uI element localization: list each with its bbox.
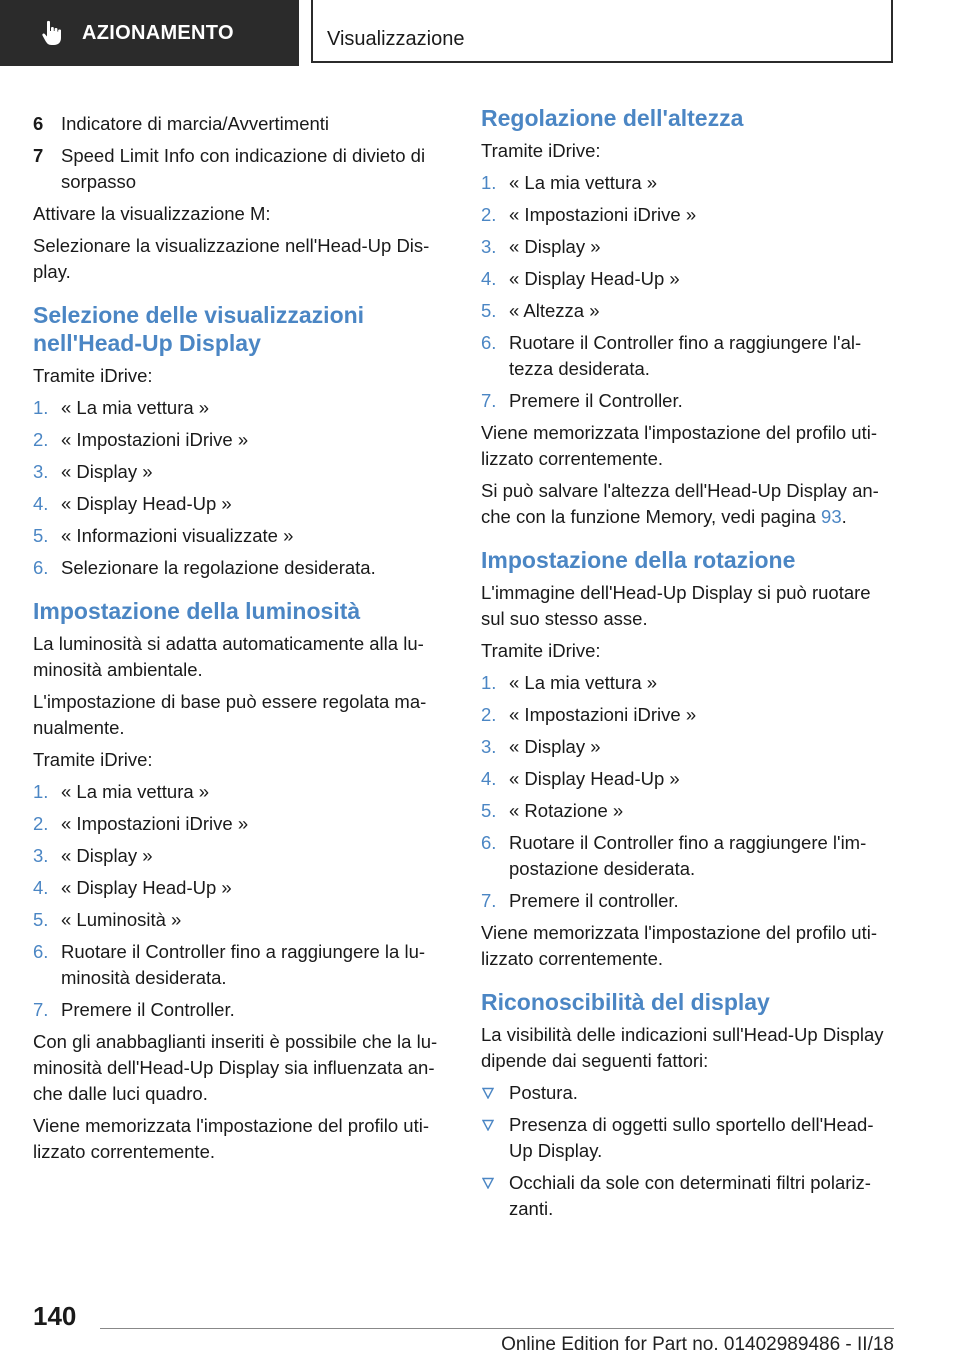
step-text: « Display Head-Up »: [61, 493, 232, 514]
step-number: 5.: [33, 909, 49, 930]
step-number: 4.: [481, 268, 497, 289]
step-text: « Impostazioni iDrive »: [61, 813, 249, 834]
step-text: Ruotare il Controller fino a raggiungere l'im-postazione desiderata.: [509, 832, 867, 879]
visibility-factors: [481, 1080, 891, 1222]
step-number: 1.: [33, 781, 49, 802]
brightness-auto-text: La luminosità si adatta automaticamente alla lu-minosità ambientale.: [33, 633, 424, 680]
step-text: Ruotare il Controller fino a raggiungere l'al-tezza desiderata.: [509, 332, 862, 379]
list-item: [481, 670, 891, 696]
list-item: [481, 888, 891, 914]
list-item: [33, 997, 443, 1023]
list-item: [33, 523, 443, 549]
list-item: [33, 555, 443, 581]
triangle-bullet-icon: [482, 1119, 494, 1131]
list-item: [481, 1170, 891, 1222]
step-text: Premere il Controller.: [509, 390, 683, 411]
memory-note: [481, 478, 891, 530]
list-item: [481, 798, 891, 824]
step-text: « Rotazione »: [509, 800, 624, 821]
step-number: 2.: [33, 429, 49, 450]
chapter-tab: [0, 0, 299, 66]
footer-divider: [100, 1328, 894, 1329]
step-number: 1.: [33, 397, 49, 418]
heading-height: Regolazione dell'altezza: [481, 105, 744, 131]
list-item: [481, 702, 891, 728]
step-number: 4.: [481, 768, 497, 789]
heading-rotation: Impostazione della rotazione: [481, 547, 796, 573]
step-text: « Display Head-Up »: [509, 268, 680, 289]
list-item: [481, 1112, 891, 1164]
list-item: [481, 202, 891, 228]
step-number: 6.: [481, 332, 497, 353]
section-title: Visualizzazione: [327, 28, 465, 50]
profile-note: Viene memorizzata l'impostazione del profilo uti-lizzato correntemente.: [33, 1115, 429, 1162]
step-text: Premere il controller.: [509, 890, 679, 911]
hand-pointer-icon: [38, 18, 68, 48]
legend-item-6: [33, 111, 443, 137]
intro-text: Tramite iDrive:: [33, 365, 153, 386]
legend-number: 7: [33, 145, 44, 166]
rotation-steps: [481, 670, 891, 914]
step-text: « La mia vettura »: [509, 672, 658, 693]
list-item: [33, 427, 443, 453]
step-text: Selezionare la regolazione desiderata.: [61, 557, 376, 578]
list-item: [33, 459, 443, 485]
rotation-text: L'immagine dell'Head-Up Display si può ruotare sul suo stesso asse.: [481, 582, 871, 629]
list-item: [481, 1080, 891, 1106]
selection-steps: [33, 395, 443, 581]
step-number: 3.: [33, 845, 49, 866]
brightness-manual-text: L'impostazione di base può essere regolata ma-nualmente.: [33, 691, 427, 738]
step-number: 2.: [33, 813, 49, 834]
heading-brightness: Impostazione della luminosità: [33, 598, 361, 624]
step-number: 7.: [33, 999, 49, 1020]
step-text: « La mia vettura »: [61, 397, 210, 418]
step-text: « Impostazioni iDrive »: [509, 204, 697, 225]
list-item: [481, 830, 891, 882]
list-item: [481, 266, 891, 292]
step-text: « Display Head-Up »: [61, 877, 232, 898]
right-column: [481, 104, 891, 1228]
step-number: 2.: [481, 204, 497, 225]
step-number: 1.: [481, 672, 497, 693]
triangle-bullet-icon: [482, 1177, 494, 1189]
step-text: « La mia vettura »: [61, 781, 210, 802]
step-text: « Informazioni visualizzate »: [61, 525, 294, 546]
intro-text: Tramite iDrive:: [33, 749, 153, 770]
low-beam-note: Con gli anabbaglianti inseriti è possibile che la lu-minosità dell'Head-Up Display sia influenzata an-che dalle luci quadro.: [33, 1031, 438, 1104]
legend-text: Indicatore di marcia/Avvertimenti: [61, 113, 330, 134]
memory-note-end: .: [841, 506, 847, 527]
list-item: [481, 766, 891, 792]
step-text: « Altezza »: [509, 300, 600, 321]
list-item: [33, 875, 443, 901]
step-text: « Display Head-Up »: [509, 768, 680, 789]
step-number: 5.: [33, 525, 49, 546]
step-number: 1.: [481, 172, 497, 193]
step-text: « La mia vettura »: [509, 172, 658, 193]
list-item: [481, 388, 891, 414]
profile-note: Viene memorizzata l'impostazione del profilo uti-lizzato correntemente.: [481, 922, 877, 969]
bullet-text: Presenza di oggetti sullo sportello dell'Head-Up Display.: [509, 1114, 874, 1161]
list-item: [33, 779, 443, 805]
triangle-bullet-icon: [482, 1087, 494, 1099]
step-text: « Display »: [509, 736, 601, 757]
step-text: « Display »: [61, 845, 153, 866]
list-item: [481, 298, 891, 324]
legend-item-7: [33, 143, 443, 195]
step-text: « Impostazioni iDrive »: [509, 704, 697, 725]
step-number: 2.: [481, 704, 497, 725]
step-number: 3.: [481, 236, 497, 257]
bullet-text: Occhiali da sole con determinati filtri polariz-zanti.: [509, 1172, 871, 1219]
heading-selection: Selezione delle visualizzazioni nell'Head-Up Display: [33, 302, 365, 356]
list-item: [481, 734, 891, 760]
step-number: 6.: [33, 557, 49, 578]
step-text: « Impostazioni iDrive »: [61, 429, 249, 450]
step-number: 4.: [33, 493, 49, 514]
step-number: 5.: [481, 800, 497, 821]
page-header: [0, 0, 960, 66]
profile-note: Viene memorizzata l'impostazione del profilo uti-lizzato correntemente.: [481, 422, 877, 469]
select-view-text: Selezionare la visualizzazione nell'Head-Up Dis-play.: [33, 235, 430, 282]
list-item: [33, 395, 443, 421]
list-item: [33, 491, 443, 517]
memory-note-text: Si può salvare l'altezza dell'Head-Up Display an-che con la funzione Memory, vedi pagina: [481, 480, 879, 527]
chapter-title: AZIONAMENTO: [82, 21, 234, 44]
step-number: 6.: [33, 941, 49, 962]
bullet-text: Postura.: [509, 1082, 578, 1103]
step-number: 7.: [481, 390, 497, 411]
activate-m-text: Attivare la visualizzazione M:: [33, 203, 271, 224]
brightness-steps: [33, 779, 443, 1023]
list-item: [481, 234, 891, 260]
left-column: [33, 111, 443, 1171]
list-item: [481, 330, 891, 382]
page-number: 140: [33, 1301, 77, 1331]
height-steps: [481, 170, 891, 414]
step-number: 3.: [481, 736, 497, 757]
edition-text: Online Edition for Part no. 01402989486 - II/18: [501, 1334, 894, 1355]
step-text: « Luminosità »: [61, 909, 182, 930]
section-frame: [311, 0, 893, 63]
step-number: 4.: [33, 877, 49, 898]
list-item: [33, 811, 443, 837]
step-text: Premere il Controller.: [61, 999, 235, 1020]
visibility-text: La visibilità delle indicazioni sull'Head-Up Display dipende dai seguenti fattori:: [481, 1024, 884, 1071]
list-item: [33, 907, 443, 933]
intro-text: Tramite iDrive:: [481, 640, 601, 661]
step-text: « Display »: [61, 461, 153, 482]
list-item: [33, 939, 443, 991]
step-number: 6.: [481, 832, 497, 853]
list-item: [481, 170, 891, 196]
heading-visibility: Riconoscibilità del display: [481, 989, 770, 1015]
intro-text: Tramite iDrive:: [481, 140, 601, 161]
step-number: 7.: [481, 890, 497, 911]
legend-list: [33, 111, 443, 195]
step-number: 5.: [481, 300, 497, 321]
page-link[interactable]: 93: [821, 506, 842, 527]
step-text: « Display »: [509, 236, 601, 257]
step-number: 3.: [33, 461, 49, 482]
legend-number: 6: [33, 113, 44, 134]
step-text: Ruotare il Controller fino a raggiungere la lu-minosità desiderata.: [61, 941, 426, 988]
legend-text: Speed Limit Info con indicazione di divieto di sorpasso: [61, 145, 426, 192]
list-item: [33, 843, 443, 869]
